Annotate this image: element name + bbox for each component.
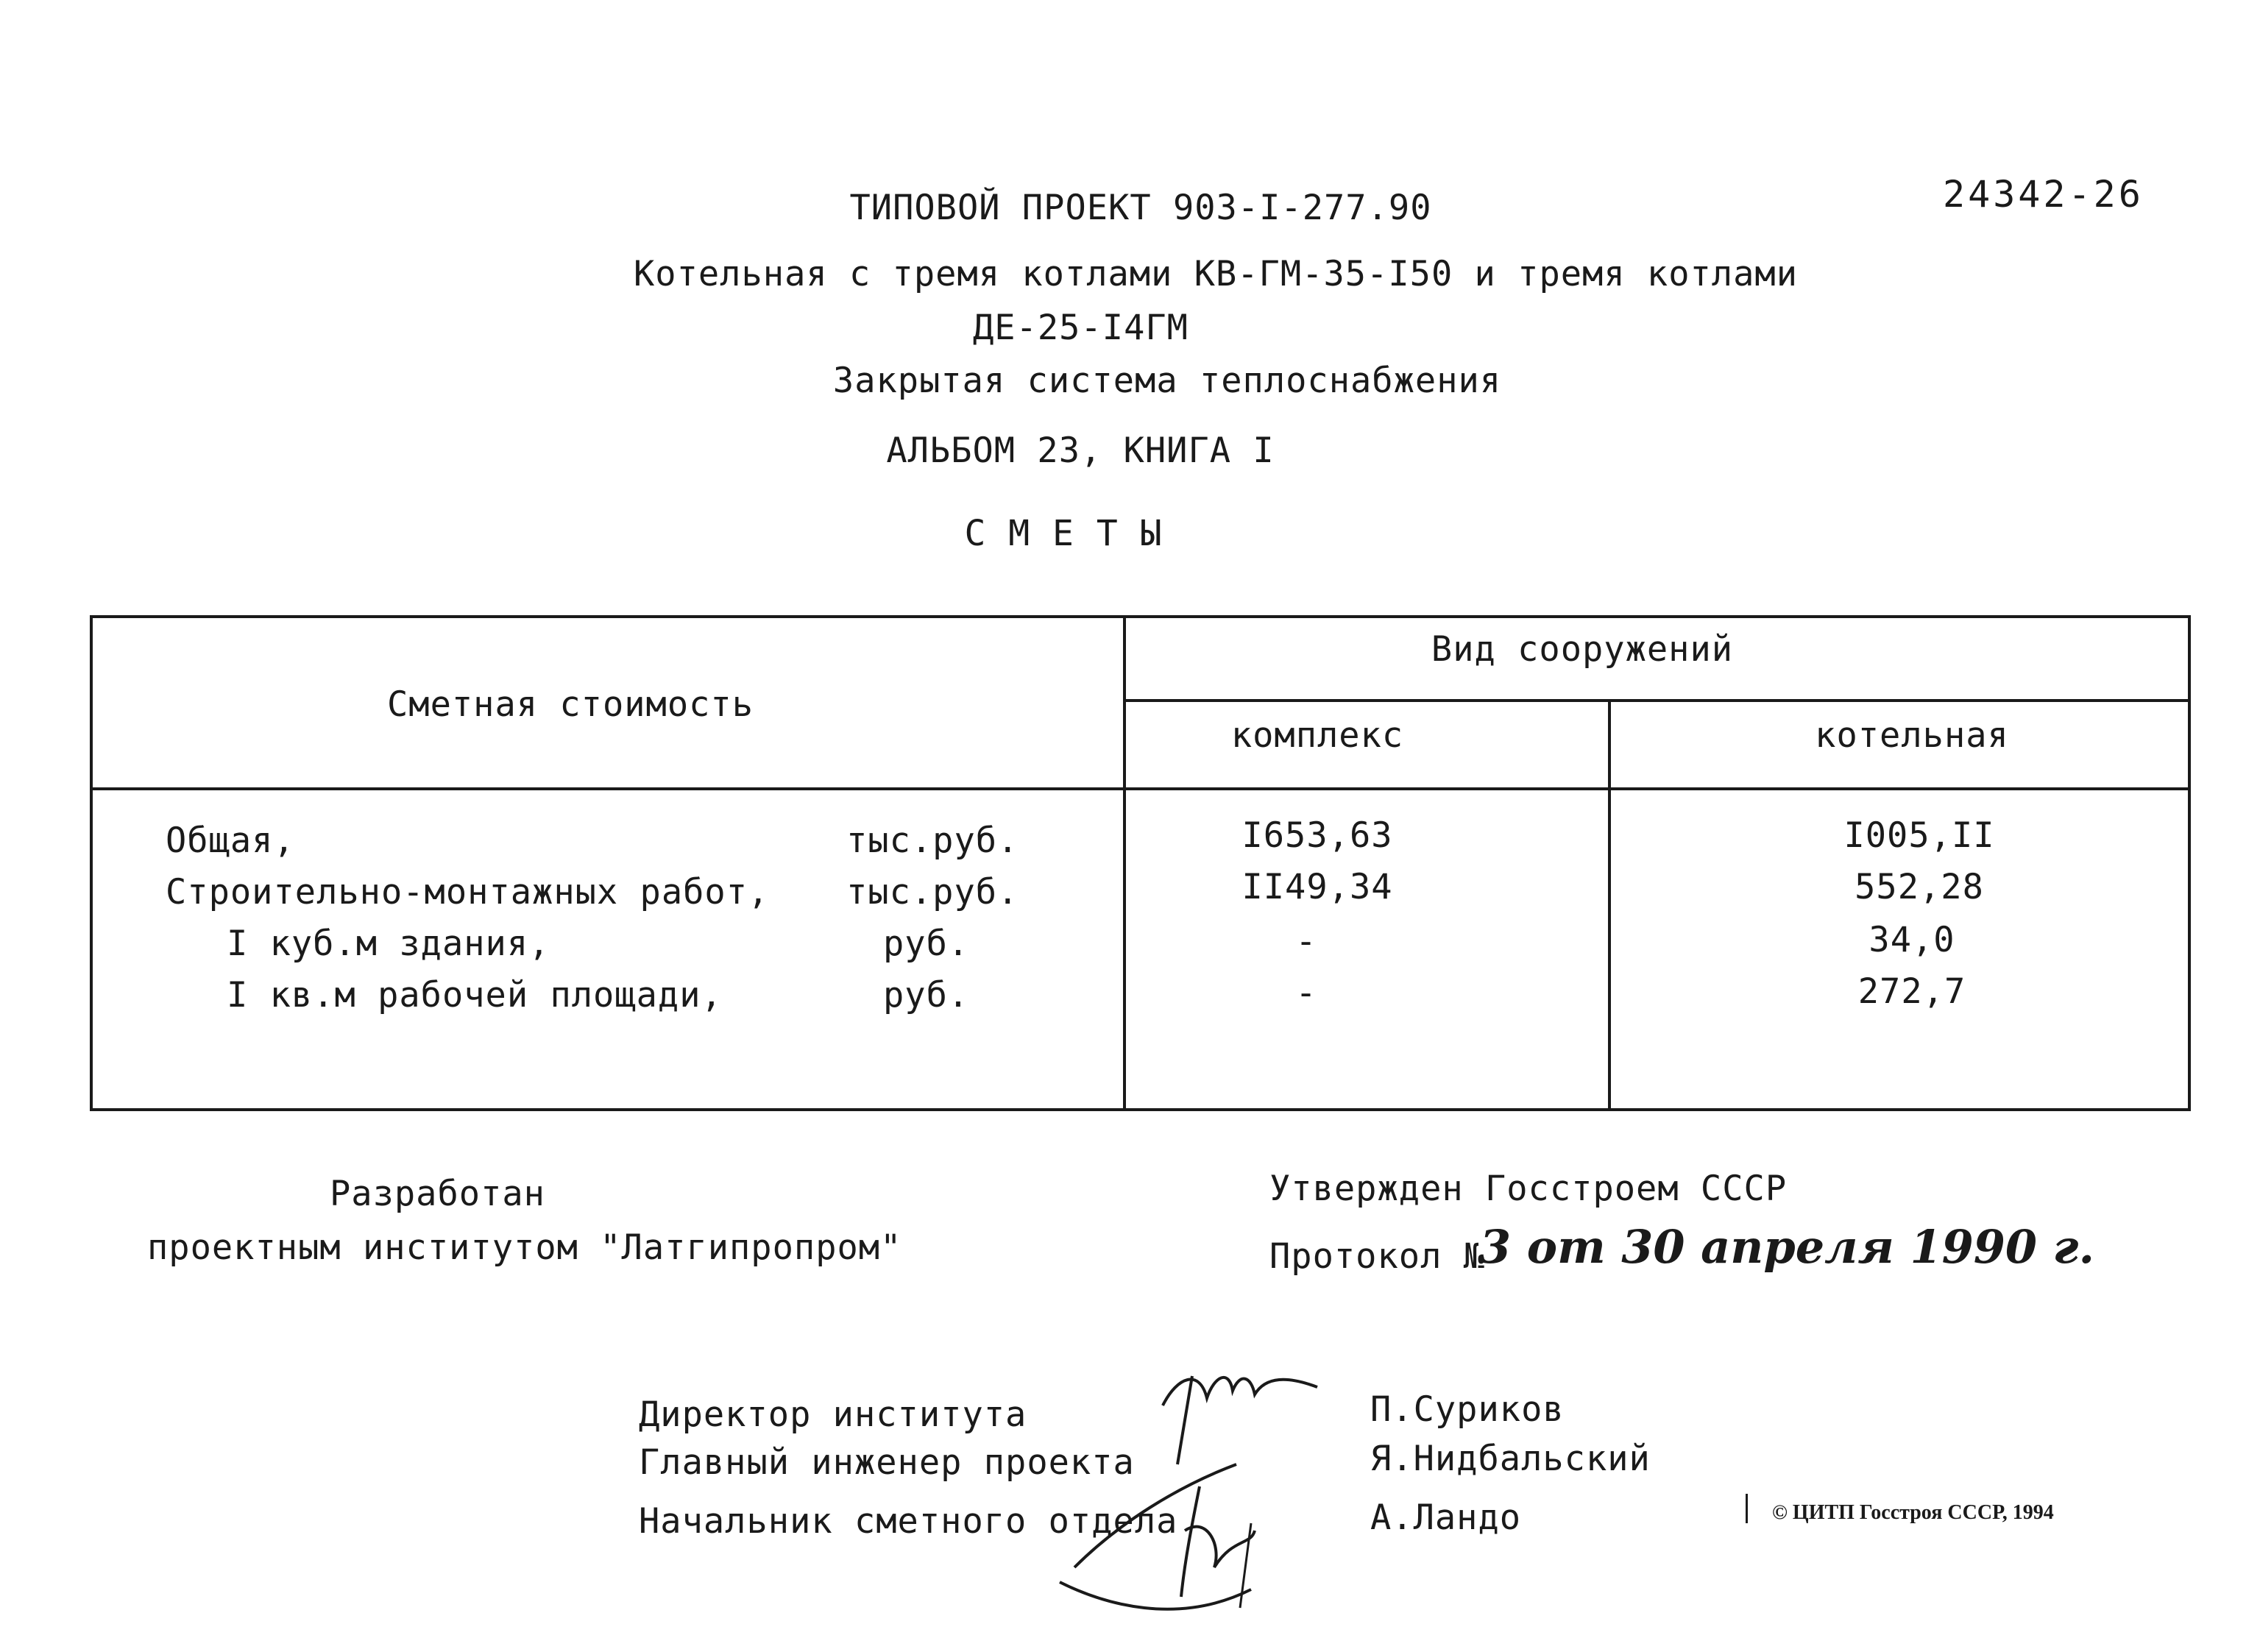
- signature-name: Я.Нидбальский: [1370, 1439, 1651, 1479]
- table-divider-types: [1608, 699, 1611, 1111]
- col-header-cost: Сметная стоимость: [386, 684, 754, 725]
- project-description-line2: ДЕ-25-I4ГМ: [973, 308, 1189, 348]
- row-label: Общая,: [166, 820, 295, 861]
- row-unit: тыс.руб.: [846, 872, 1019, 912]
- signature-role: Директор института: [639, 1394, 1027, 1435]
- row-value-boiler: 552,28: [1855, 867, 1984, 907]
- signature-mark-chief-engineer: [1030, 1442, 1266, 1634]
- signature-name: А.Ландо: [1370, 1497, 1522, 1538]
- sub-header-boiler: котельная: [1815, 715, 2009, 756]
- row-value-complex: -: [1295, 921, 1317, 962]
- section-title: С М Е Т Ы: [964, 513, 1163, 554]
- row-value-complex: -: [1295, 973, 1317, 1013]
- signature-name: П.Суриков: [1370, 1389, 1565, 1430]
- row-label: Строительно-монтажных работ,: [166, 872, 770, 912]
- copyright-divider: [1746, 1494, 1748, 1523]
- project-description-line1: Котельная с тремя котлами КВ-ГМ-35-I50 и тремя котлами: [633, 254, 1799, 294]
- row-unit: руб.: [883, 975, 970, 1015]
- row-unit: руб.: [883, 924, 970, 964]
- table-divider-label: [1123, 615, 1126, 1111]
- group-header-structure-type: Вид сооружений: [1431, 629, 1734, 670]
- heat-system-title: Закрытая система теплоснабжения: [832, 361, 1502, 401]
- row-value-boiler: 272,7: [1857, 971, 1966, 1012]
- row-unit: тыс.руб.: [846, 820, 1019, 861]
- copyright-notice: © ЦИТП Госстроя СССР, 1994: [1772, 1501, 2054, 1524]
- protocol-handwritten: 3 от 30 апреля 1990 г.: [1479, 1220, 2095, 1274]
- developer-institute: проектным институтом "Латгипропром": [147, 1227, 902, 1268]
- signature-role: Начальник сметного отдела: [639, 1501, 1178, 1542]
- project-title: ТИПОВОЙ ПРОЕКТ 903-I-277.90: [849, 188, 1432, 228]
- signature-mark-director: [1148, 1354, 1339, 1442]
- row-value-boiler: 34,0: [1868, 920, 1955, 960]
- table-rule-header: [90, 787, 2191, 790]
- signature-role: Главный инженер проекта: [639, 1442, 1135, 1483]
- row-label: I кв.м рабочей площади,: [227, 975, 723, 1015]
- row-label: I куб.м здания,: [227, 924, 550, 964]
- row-value-boiler: I005,II: [1843, 815, 1995, 856]
- sub-header-complex: комплекс: [1230, 715, 1404, 756]
- document-number: 24342-26: [1943, 173, 2144, 216]
- album-title: АЛЬБОМ 23, КНИГА I: [886, 430, 1275, 471]
- row-value-complex: I653,63: [1241, 815, 1393, 856]
- developer-label: Разработан: [330, 1174, 545, 1214]
- row-value-complex: II49,34: [1241, 867, 1393, 907]
- table-rule-group: [1123, 699, 2191, 702]
- approval-label: Утвержден Госстроем СССР: [1269, 1169, 1788, 1209]
- protocol-label: Протокол №: [1269, 1236, 1485, 1277]
